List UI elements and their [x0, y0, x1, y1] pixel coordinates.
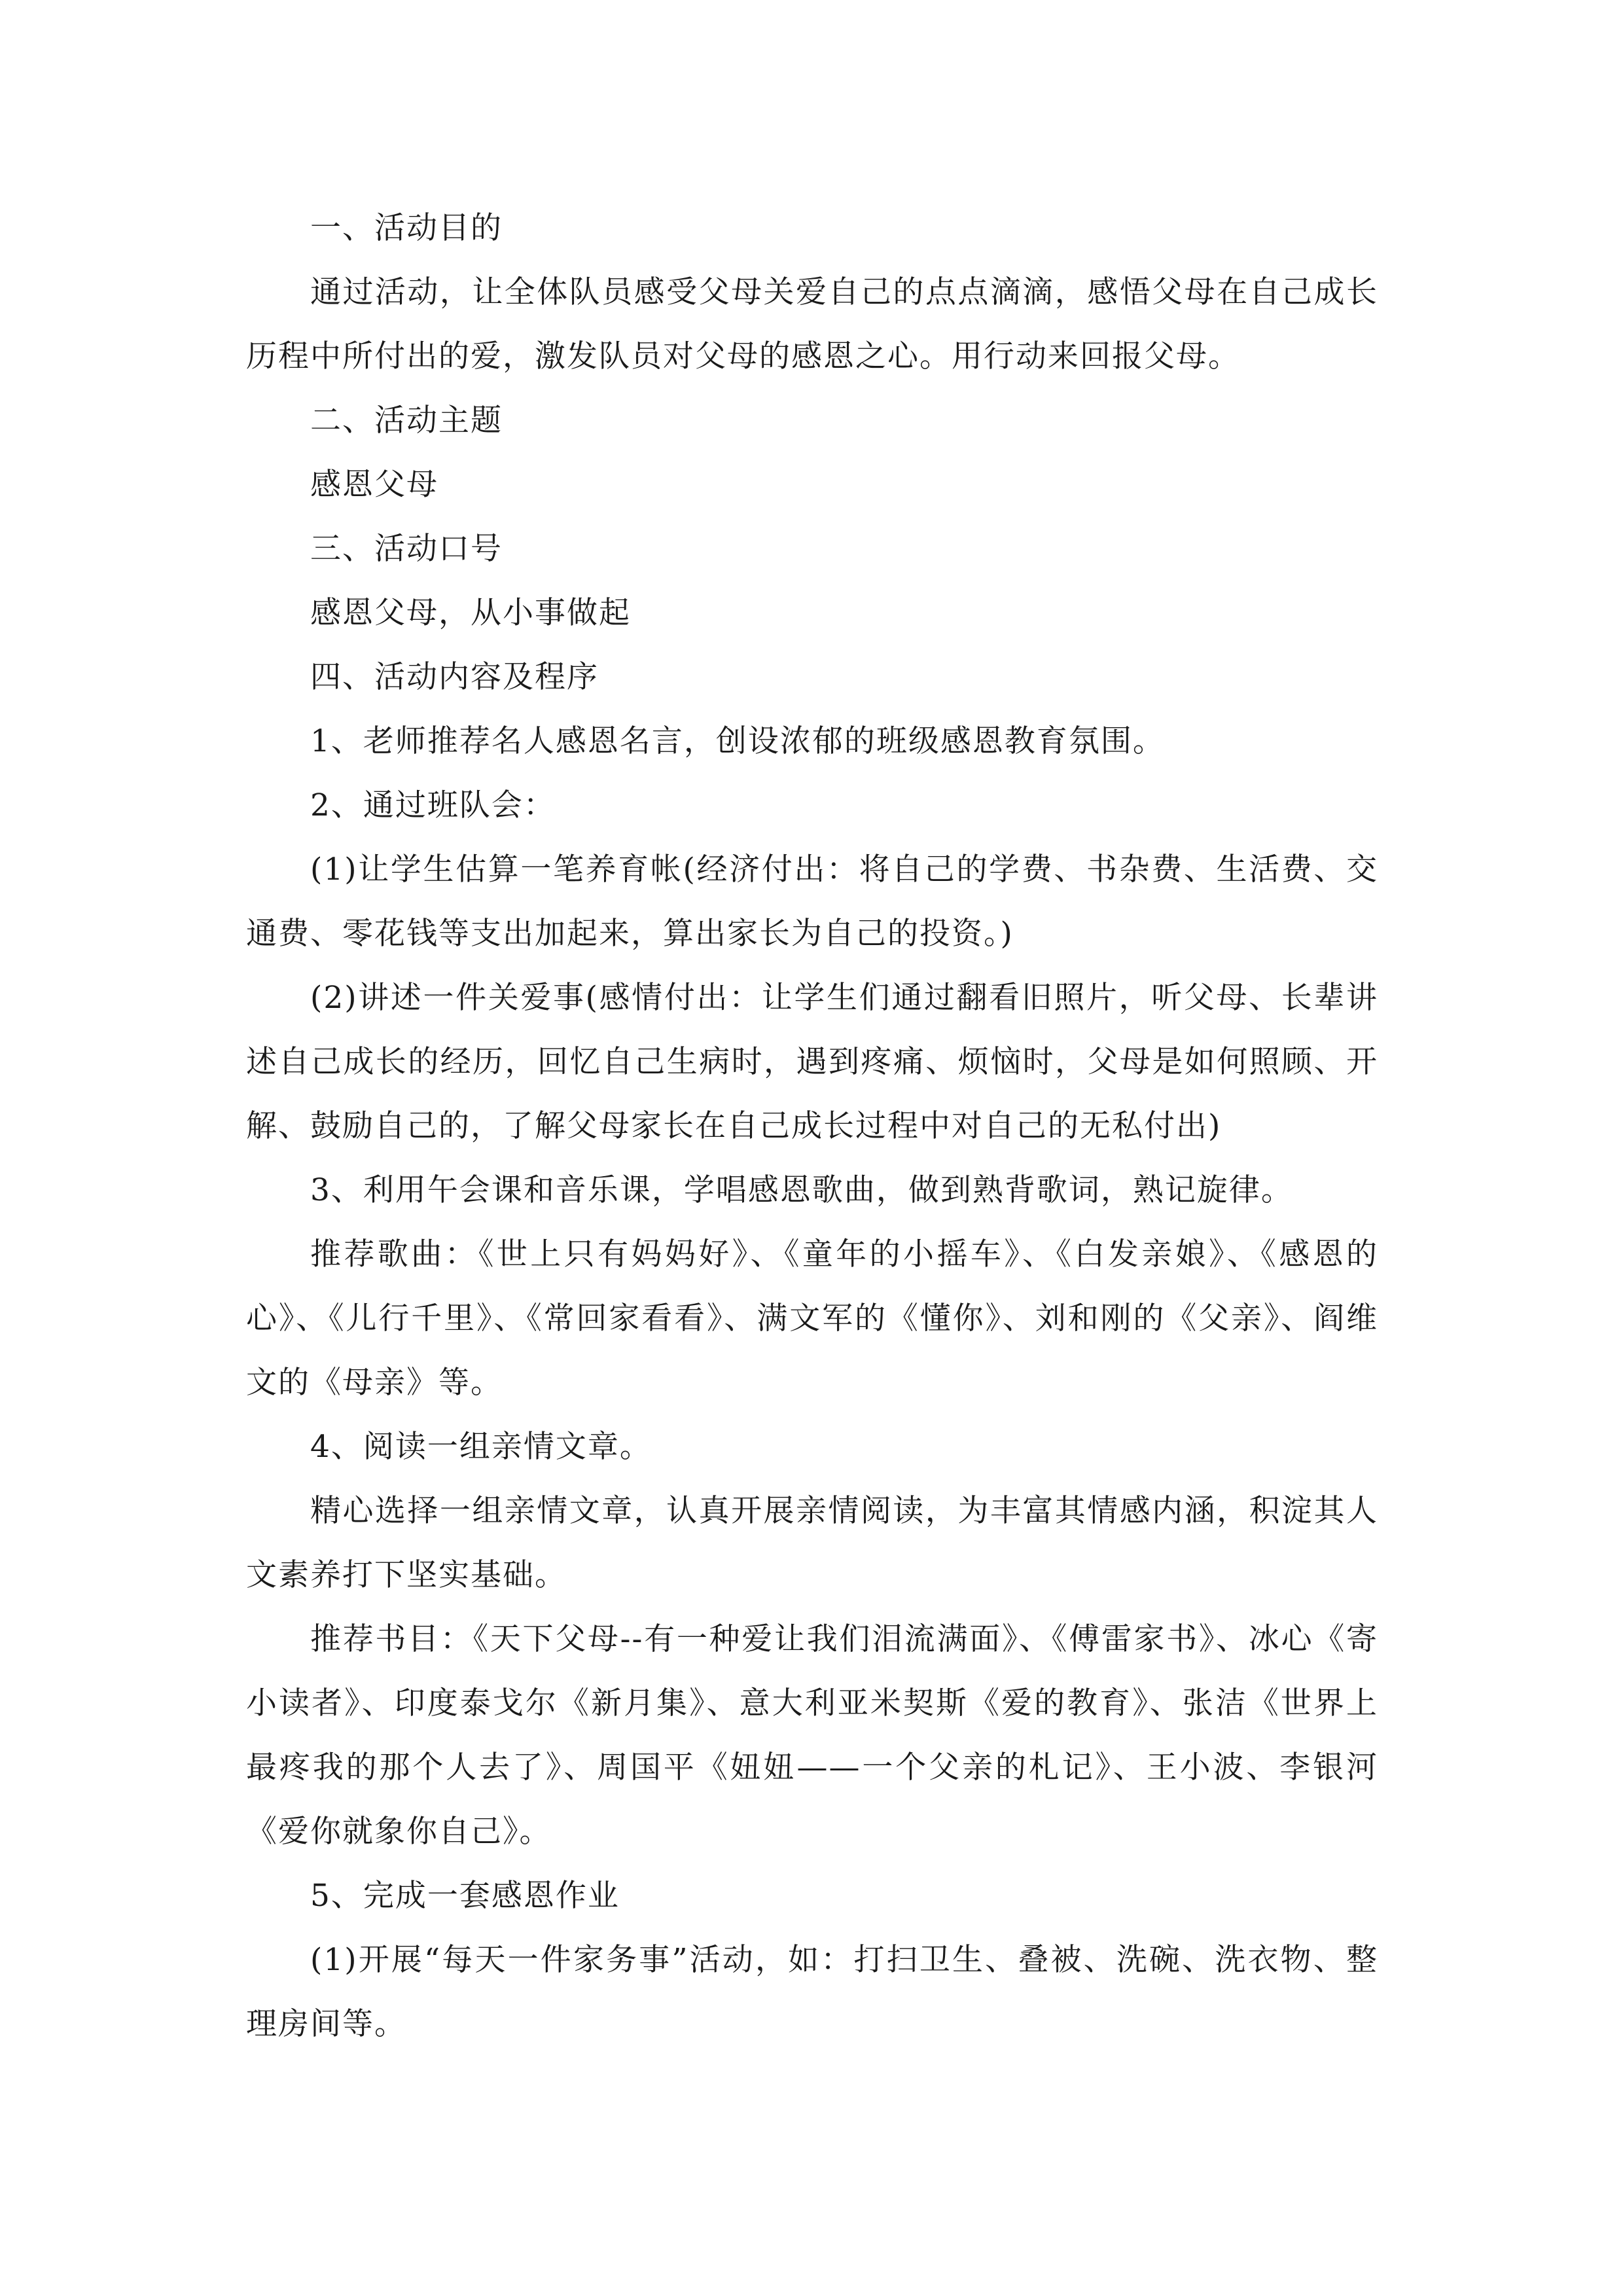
paragraph-item-2-1: (1)让学生估算一笔养育帐(经济付出：将自己的学费、书杂费、生活费、交通费、零花钱等支出加起来，算出家长为自己的投资。)	[246, 852, 1378, 952]
paragraph-item-5-1: (1)开展“每天一件家务事”活动，如：打扫卫生、叠被、洗碗、洗衣物、整理房间等。	[246, 1942, 1378, 2042]
paragraph-item-3: 3、利用午会课和音乐课，学唱感恩歌曲，做到熟背歌词，熟记旋律。	[310, 1172, 1293, 1208]
paragraph-item-5: 5、完成一套感恩作业	[310, 1878, 620, 1914]
section-heading-theme: 二、活动主题	[310, 403, 503, 439]
paragraph-item-2: 2、通过班队会：	[310, 787, 556, 823]
section-heading-purpose: 一、活动目的	[310, 210, 503, 246]
paragraph-item-1: 1、老师推荐名人感恩名言，创设浓郁的班级感恩教育氛围。	[310, 723, 1165, 759]
paragraph-recommended-songs: 推荐歌曲：《世上只有妈妈好》、《童年的小摇车》、《白发亲娘》、《感恩的心》、《儿行千里》、《常回家看看》、满文军的《懂你》、刘和刚的《父亲》、阎维文的《母亲》等。	[246, 1236, 1378, 1401]
paragraph-reading: 精心选择一组亲情文章，认真开展亲情阅读，为丰富其情感内涵，积淀其人文素养打下坚实基础。	[246, 1493, 1378, 1593]
paragraph-item-2-2: (2)讲述一件关爱事(感情付出：让学生们通过翻看旧照片，听父母、长辈讲述自己成长的经历，回忆自己生病时，遇到疼痛、烦恼时，父母是如何照顾、开解、鼓励自己的，了解父母家长在自己成长过程中对自己的无私付出)	[246, 980, 1378, 1144]
paragraph-slogan: 感恩父母，从小事做起	[310, 595, 631, 631]
document-body	[246, 196, 1378, 2056]
paragraph-recommended-books: 推荐书目：《天下父母--有一种爱让我们泪流满面》、《傅雷家书》、冰心《寄小读者》、印度泰戈尔《新月集》、意大利亚米契斯《爱的教育》、张洁《世界上最疼我的那个人去了》、周国平《妞妞——一个父亲的札记》、王小波、李银河《爱你就象你自己》。	[246, 1621, 1378, 1850]
section-heading-slogan: 三、活动口号	[310, 531, 503, 567]
paragraph-item-4: 4、阅读一组亲情文章。	[310, 1429, 652, 1465]
paragraph-theme: 感恩父母	[310, 467, 438, 503]
paragraph-purpose: 通过活动，让全体队员感受父母关爱自己的点点滴滴，感悟父母在自己成长历程中所付出的爱，激发队员对父母的感恩之心。用行动来回报父母。	[246, 274, 1378, 374]
section-heading-content: 四、活动内容及程序	[310, 659, 599, 695]
